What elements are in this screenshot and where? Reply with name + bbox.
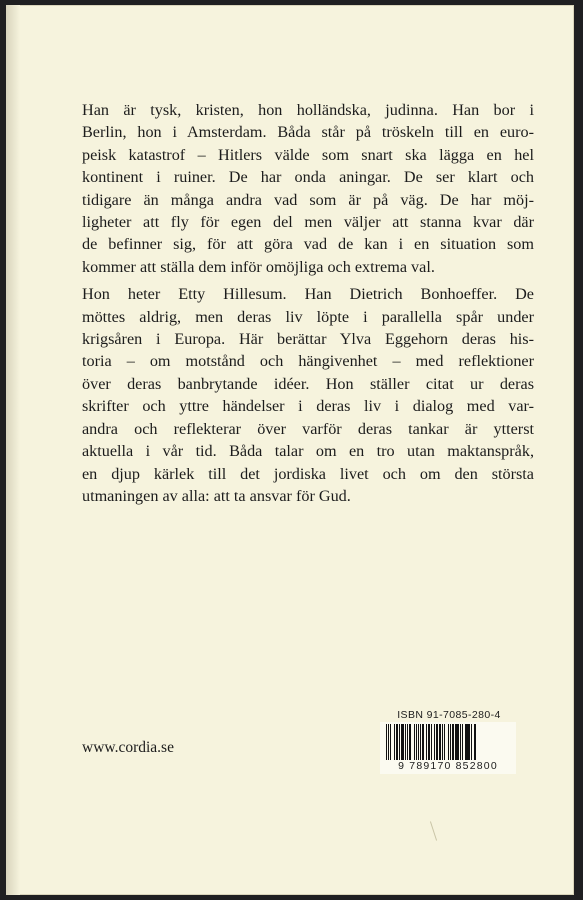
text-line: aktuella i vår tid. Båda talar om en tro utan maktanspråk,	[82, 442, 534, 461]
text-line: kommer att ställa dem inför omöjliga och extrema val.	[82, 257, 435, 276]
text-line: de befinner sig, för att göra vad de kan i en situation som	[82, 235, 534, 254]
barcode-area	[380, 722, 516, 774]
blurb-paragraph-1	[82, 99, 534, 278]
text-line: Hon heter Etty Hillesum. Han Dietrich Bonhoeffer. De	[82, 285, 534, 304]
text-line: en djup kärlek till det jordiska livet och om den största	[82, 464, 534, 483]
book-back-cover	[6, 5, 574, 895]
scratch-mark	[430, 821, 437, 840]
text-line: andra och reflekterar över varför deras tankar är ytterst	[82, 419, 534, 438]
text-line: krigsåren i Europa. Här berättar Ylva Eggehorn deras his-	[82, 330, 534, 349]
text-line: tidigare än många andra vad som är på väg. De har möj-	[82, 190, 534, 209]
text-line: peisk katastrof – Hitlers välde som snart ska lägga en hel	[82, 145, 534, 164]
barcode-digits: 9 789170 852800	[398, 760, 498, 772]
text-line: över deras banbrytande idéer. Hon ställer citat ur deras	[82, 374, 534, 393]
text-line: Han är tysk, kristen, hon holländska, judinna. Han bor i	[82, 101, 534, 119]
text-line: kontinent i ruiner. De har onda aningar. De ser klart och	[82, 168, 534, 187]
text-line: Berlin, hon i Amsterdam. Båda står på tröskeln till en euro-	[82, 123, 534, 142]
text-line: skrifter och yttre händelser i deras liv i dialog med var-	[82, 397, 534, 416]
barcode-bar	[476, 724, 477, 760]
text-line: ligheter att fly för egen del men väljer att stanna kvar där	[82, 213, 534, 232]
text-line: möttes aldrig, men deras liv löpte i parallella spår under	[82, 307, 534, 326]
spine-shadow	[6, 5, 20, 895]
text-line: utmaningen av alla: att ta ansvar för Gud.	[82, 486, 351, 505]
publisher-website: www.cordia.se	[82, 739, 174, 756]
isbn-label: ISBN 91-7085-280-4	[397, 709, 501, 721]
barcode-icon	[386, 724, 510, 760]
text-line: toria – om motstånd och hängivenhet – med reflektioner	[82, 352, 534, 371]
blurb-text	[82, 99, 534, 507]
blurb-paragraph-2	[82, 283, 534, 507]
